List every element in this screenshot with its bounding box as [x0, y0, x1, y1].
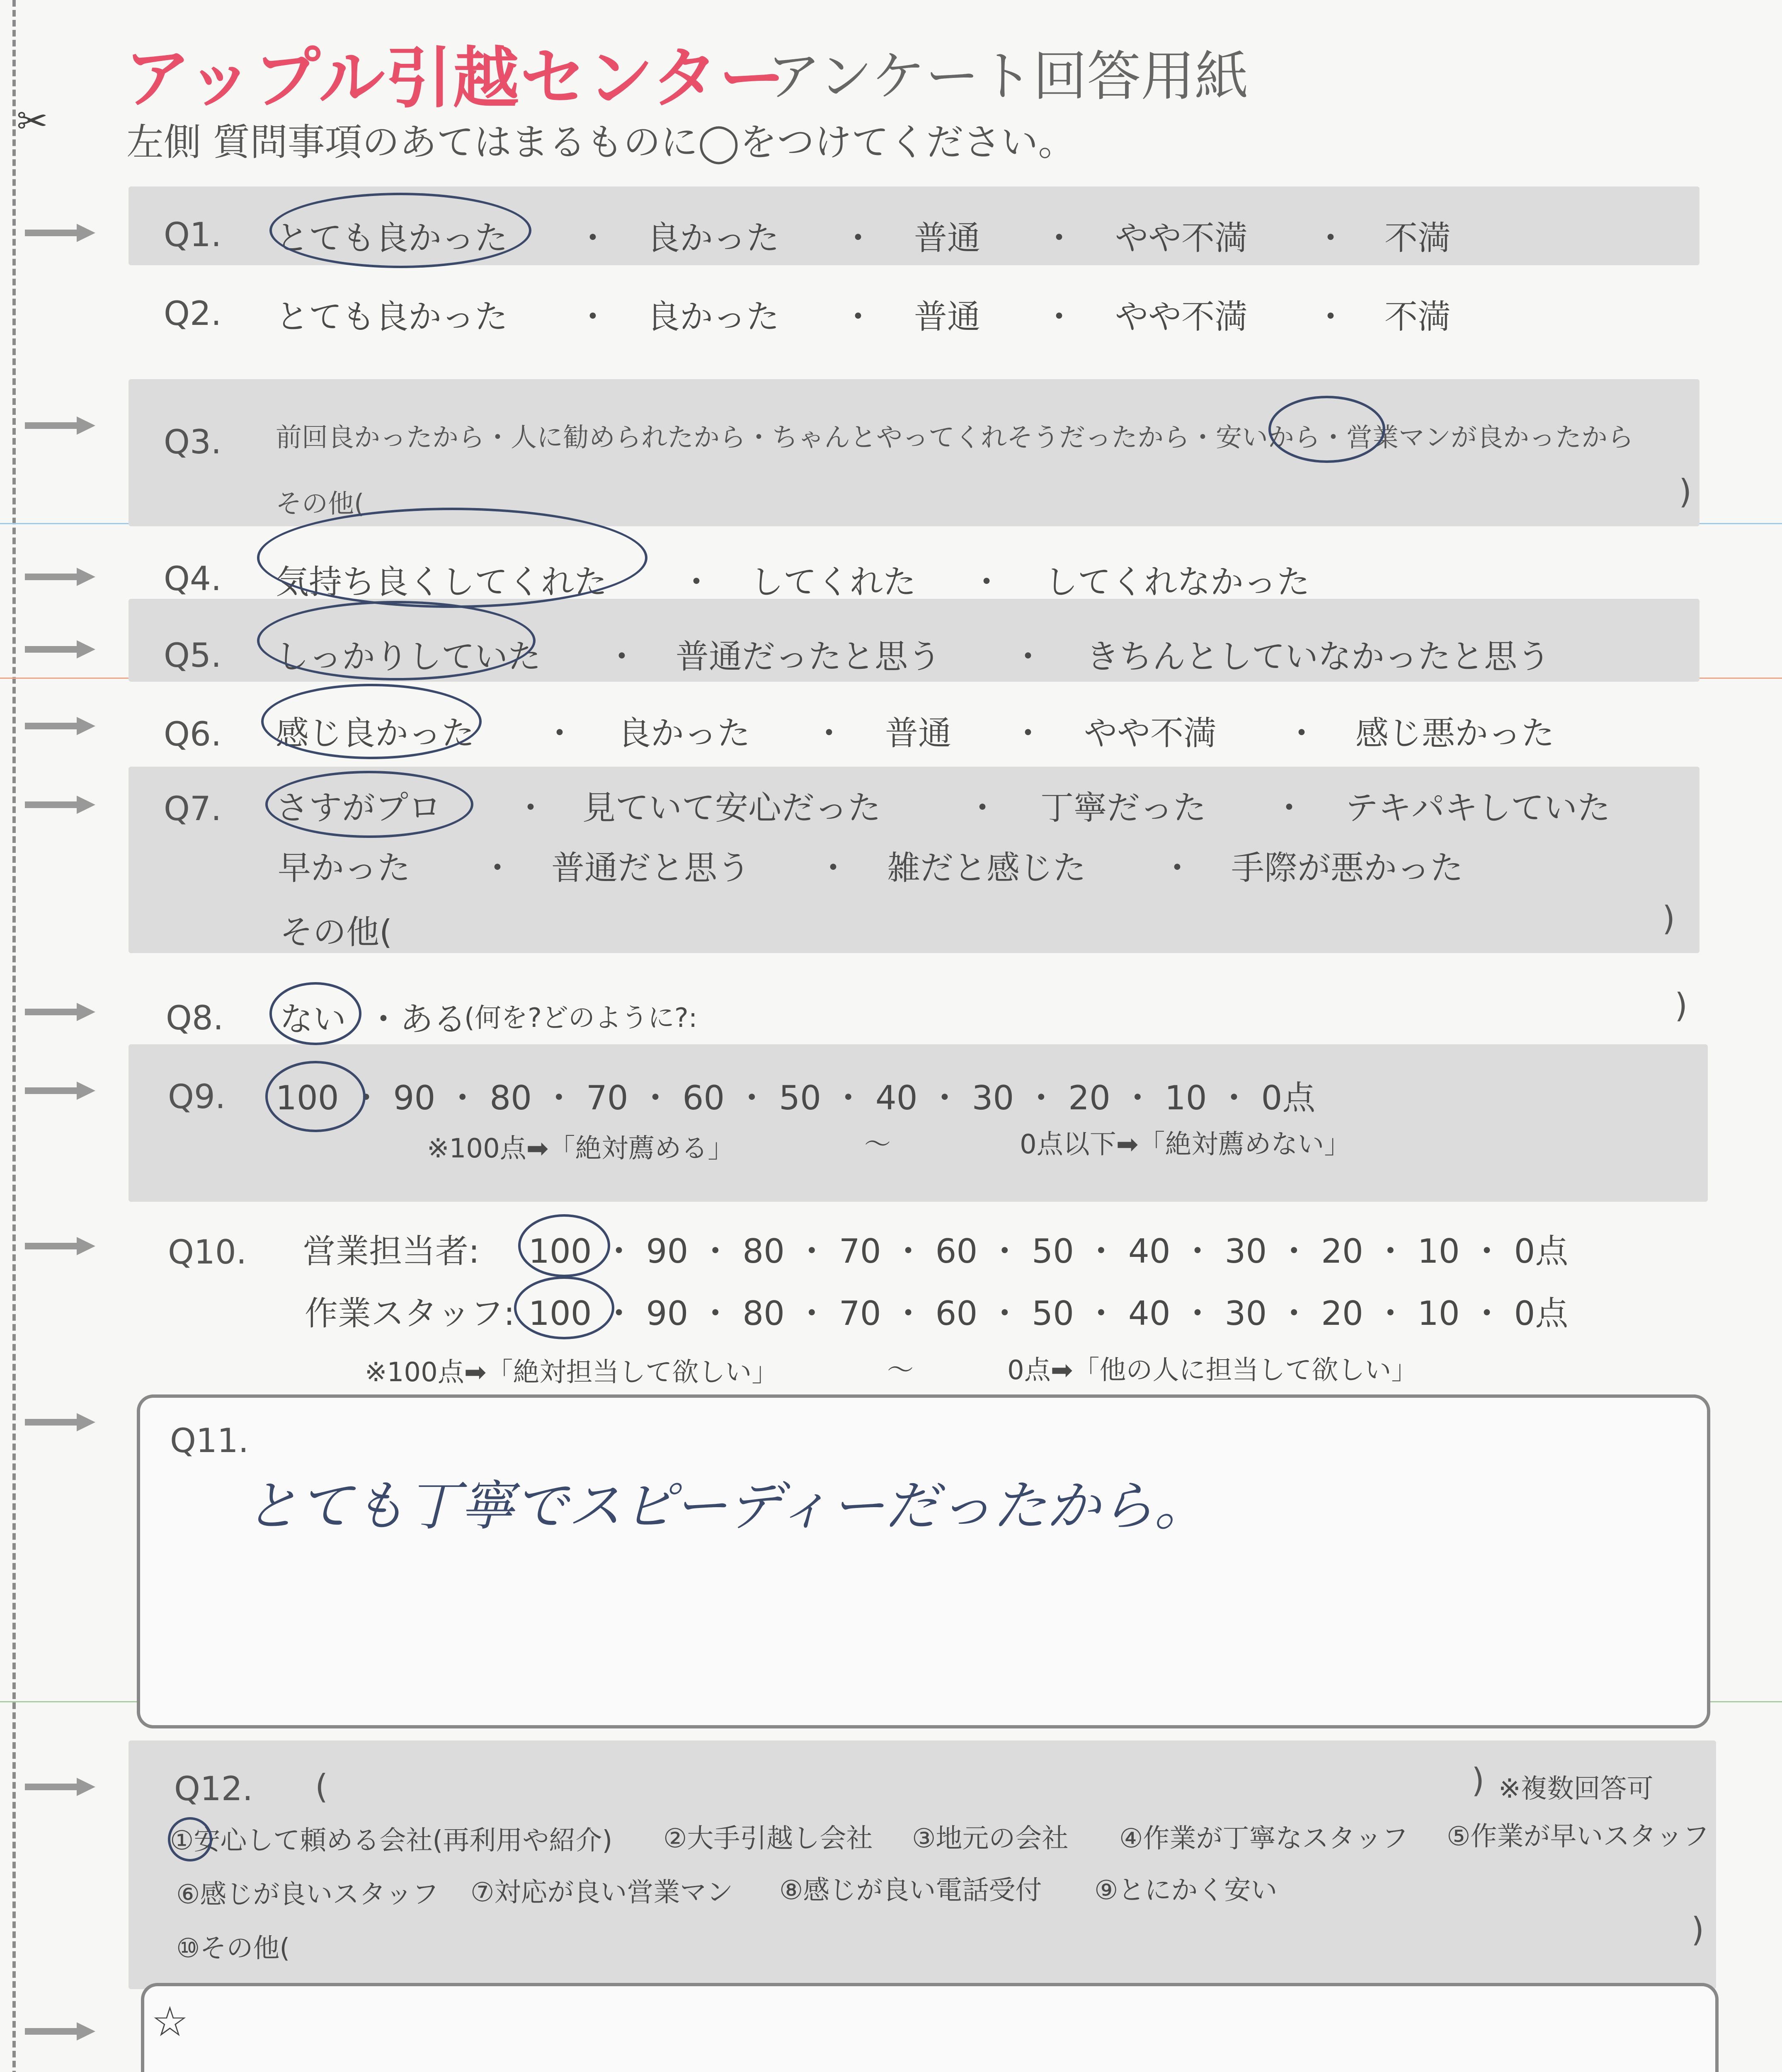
q4-opt-did[interactable]: してくれた — [750, 563, 916, 601]
q4-opt-pleasant[interactable]: 気持ち良くしてくれた — [276, 563, 607, 601]
q2-sep: ・ — [576, 298, 609, 336]
q3-label: Q3. — [164, 423, 222, 461]
q11-answer-box[interactable] — [137, 1394, 1710, 1728]
q1-opt-unsatisfied[interactable]: 不満 — [1384, 219, 1451, 257]
q4-sep: ・ — [680, 563, 713, 601]
q10-sales-label: 営業担当者: — [303, 1232, 480, 1271]
q3-other[interactable]: その他( — [276, 489, 364, 519]
q12-opt-10[interactable]: ⑩その他( — [176, 1933, 290, 1964]
q7-label: Q7. — [164, 789, 222, 828]
instruction-text: 左側 質問事項のあてはまるものに◯をつけてください。 — [126, 121, 1076, 164]
q10-note-left: ※100点➡「絶対担当して欲しい」 — [365, 1357, 778, 1388]
q6-sep: ・ — [1011, 714, 1045, 753]
q1-sep: ・ — [576, 219, 609, 257]
q8-opt-some[interactable]: ある — [400, 1000, 466, 1038]
arrow-icon — [25, 224, 95, 242]
q2-opt-good[interactable]: 良かった — [647, 298, 779, 336]
q7-sep: ・ — [966, 789, 999, 827]
q1-opt-very-good[interactable]: とても良かった — [276, 219, 508, 257]
q5-label: Q5. — [164, 636, 222, 675]
q9-scale[interactable]: 100 ・ 90 ・ 80 ・ 70 ・ 60 ・ 50 ・ 40 ・ 30 ・ 20 ・ 10 ・ 0点 — [276, 1079, 1316, 1117]
q2-opt-normal[interactable]: 普通 — [914, 298, 980, 336]
q5-sep: ・ — [605, 637, 638, 676]
q3-close: ) — [1679, 472, 1692, 511]
brand-title: アップル引越センター — [124, 39, 786, 117]
q10-sales-scale[interactable]: 100 ・ 90 ・ 80 ・ 70 ・ 60 ・ 50 ・ 40 ・ 30 ・ 20 ・ 10 ・ 0点 — [529, 1232, 1569, 1271]
q2-sep: ・ — [1314, 298, 1347, 336]
q1-opt-good[interactable]: 良かった — [647, 219, 779, 257]
q6-label: Q6. — [164, 715, 222, 753]
form-subtitle: アンケート回答用紙 — [767, 45, 1249, 108]
arrow-icon — [25, 416, 95, 435]
q12-opt-2[interactable]: ②大手引越し会社 — [663, 1823, 873, 1854]
q12-opt-9[interactable]: ⑨とにかく安い — [1094, 1875, 1278, 1906]
q9-note-tilde: 〜 — [864, 1129, 891, 1160]
q10-staff-scale[interactable]: 100 ・ 90 ・ 80 ・ 70 ・ 60 ・ 50 ・ 40 ・ 30 ・ 20 ・ 10 ・ 0点 — [529, 1294, 1569, 1333]
star-icon: ☆ — [151, 1997, 189, 2046]
q5-opt-normal[interactable]: 普通だったと思う — [676, 637, 941, 676]
q3-options[interactable]: 前回良かったから・人に勧められたから・ちゃんとやってくれそうだったから・安いから・営業マンが良かったから — [276, 422, 1634, 453]
q6-sep: ・ — [543, 714, 576, 753]
q11-label: Q11. — [170, 1421, 249, 1460]
q6-sep: ・ — [1285, 714, 1318, 753]
q7-opt-sloppy[interactable]: 雑だと感じた — [887, 849, 1086, 887]
arrow-icon — [25, 796, 95, 814]
free-comment-box[interactable] — [141, 1983, 1719, 2072]
q7-other[interactable]: その他( — [280, 913, 393, 951]
q2-opt-unsatisfied[interactable]: 不満 — [1384, 298, 1451, 336]
q12-opt-4[interactable]: ④作業が丁寧なスタッフ — [1119, 1823, 1409, 1854]
q7-opt-careful[interactable]: 丁寧だった — [1040, 789, 1206, 827]
q6-sep: ・ — [812, 714, 846, 753]
q1-opt-normal[interactable]: 普通 — [914, 219, 980, 257]
q6-opt-bad[interactable]: 感じ悪かった — [1355, 714, 1554, 753]
q10-staff-label: 作業スタッフ: — [305, 1294, 515, 1333]
q7-opt-pro[interactable]: さすがプロ — [276, 789, 441, 827]
q9-label: Q9. — [168, 1077, 226, 1116]
q8-hint: (何を?どのように?: — [464, 1003, 698, 1034]
q8-opt-none[interactable]: ない — [280, 1000, 346, 1038]
q2-label: Q2. — [164, 294, 222, 333]
q2-sep: ・ — [1043, 298, 1076, 336]
q5-sep: ・ — [1011, 637, 1045, 676]
q10-note-right: 0点➡「他の人に担当して欲しい」 — [1007, 1355, 1418, 1386]
q6-opt-normal[interactable]: 普通 — [885, 714, 951, 753]
q1-opt-slightly-unsatisfied[interactable]: やや不満 — [1115, 219, 1248, 257]
q6-opt-very-good[interactable]: 感じ良かった — [276, 714, 475, 753]
q12-other-close: ) — [1691, 1910, 1704, 1949]
q11-handwritten-answer: とても丁寧でスピーディーだったから。 — [245, 1474, 1208, 1537]
q12-opt-7[interactable]: ⑦対応が良い営業マン — [470, 1877, 733, 1908]
q4-opt-did-not[interactable]: してくれなかった — [1045, 563, 1310, 601]
scissors-icon: ✂ — [17, 99, 48, 143]
arrow-icon — [25, 640, 95, 658]
q7-opt-normal[interactable]: 普通だと思う — [551, 849, 750, 887]
q12-opt-6[interactable]: ⑥感じが良いスタッフ — [176, 1879, 439, 1910]
q7-sep: ・ — [1161, 849, 1194, 887]
q2-opt-slightly-unsatisfied[interactable]: やや不満 — [1115, 298, 1248, 336]
arrow-icon — [25, 1003, 95, 1021]
q2-opt-very-good[interactable]: とても良かった — [276, 298, 508, 336]
arrow-icon — [25, 2022, 95, 2041]
q6-opt-slightly-unsatisfied[interactable]: やや不満 — [1084, 714, 1217, 753]
q12-opt-8[interactable]: ⑧感じが良い電話受付 — [779, 1875, 1042, 1906]
q4-sep: ・ — [970, 563, 1003, 601]
q12-open: ( — [315, 1767, 328, 1806]
q7-opt-reassuring[interactable]: 見ていて安心だった — [582, 789, 881, 827]
q12-close: ) — [1472, 1761, 1485, 1800]
q10-label: Q10. — [168, 1233, 247, 1271]
q7-opt-efficient[interactable]: テキパキしていた — [1345, 789, 1610, 827]
q9-note-right: 0点以下➡「絶対薦めない」 — [1020, 1129, 1351, 1160]
q5-opt-not-proper[interactable]: きちんとしていなかったと思う — [1086, 637, 1550, 676]
arrow-icon — [25, 1778, 95, 1796]
q1-sep: ・ — [841, 219, 875, 257]
q12-opt-3[interactable]: ③地元の会社 — [912, 1823, 1069, 1854]
q8-sep: ・ — [367, 1000, 400, 1038]
arrow-icon — [25, 1082, 95, 1100]
q7-sep: ・ — [514, 789, 547, 827]
arrow-icon — [25, 717, 95, 735]
q4-label: Q4. — [164, 559, 222, 598]
q2-sep: ・ — [841, 298, 875, 336]
q1-sep: ・ — [1314, 219, 1347, 257]
q12-note: ※複数回答可 — [1498, 1774, 1654, 1804]
q8-close: ) — [1675, 986, 1688, 1025]
q12-opt-5[interactable]: ⑤作業が早いスタッフ — [1447, 1821, 1709, 1852]
arrow-icon — [25, 1237, 95, 1255]
q7-sep: ・ — [481, 849, 514, 887]
q7-opt-clumsy[interactable]: 手際が悪かった — [1231, 849, 1463, 887]
q9-band — [128, 1044, 1708, 1202]
q6-opt-good[interactable]: 良かった — [618, 714, 750, 753]
q12-label: Q12. — [174, 1769, 253, 1808]
arrow-icon — [25, 568, 95, 586]
q7-close: ) — [1662, 899, 1675, 938]
arrow-icon — [25, 1413, 95, 1431]
q7-opt-fast[interactable]: 早かった — [278, 849, 410, 887]
perforation-line — [12, 0, 28, 2072]
q1-label: Q1. — [164, 215, 222, 254]
q1-sep: ・ — [1043, 219, 1076, 257]
q12-opt-1[interactable]: ①安心して頼める会社(再利用や紹介) — [170, 1825, 613, 1856]
q7-sep: ・ — [817, 849, 850, 887]
q9-note-left: ※100点➡「絶対薦める」 — [427, 1133, 735, 1164]
q5-opt-solid[interactable]: しっかりしていた — [276, 637, 541, 676]
q7-sep: ・ — [1273, 789, 1306, 827]
q10-note-tilde: 〜 — [887, 1355, 914, 1386]
q8-label: Q8. — [166, 999, 224, 1037]
